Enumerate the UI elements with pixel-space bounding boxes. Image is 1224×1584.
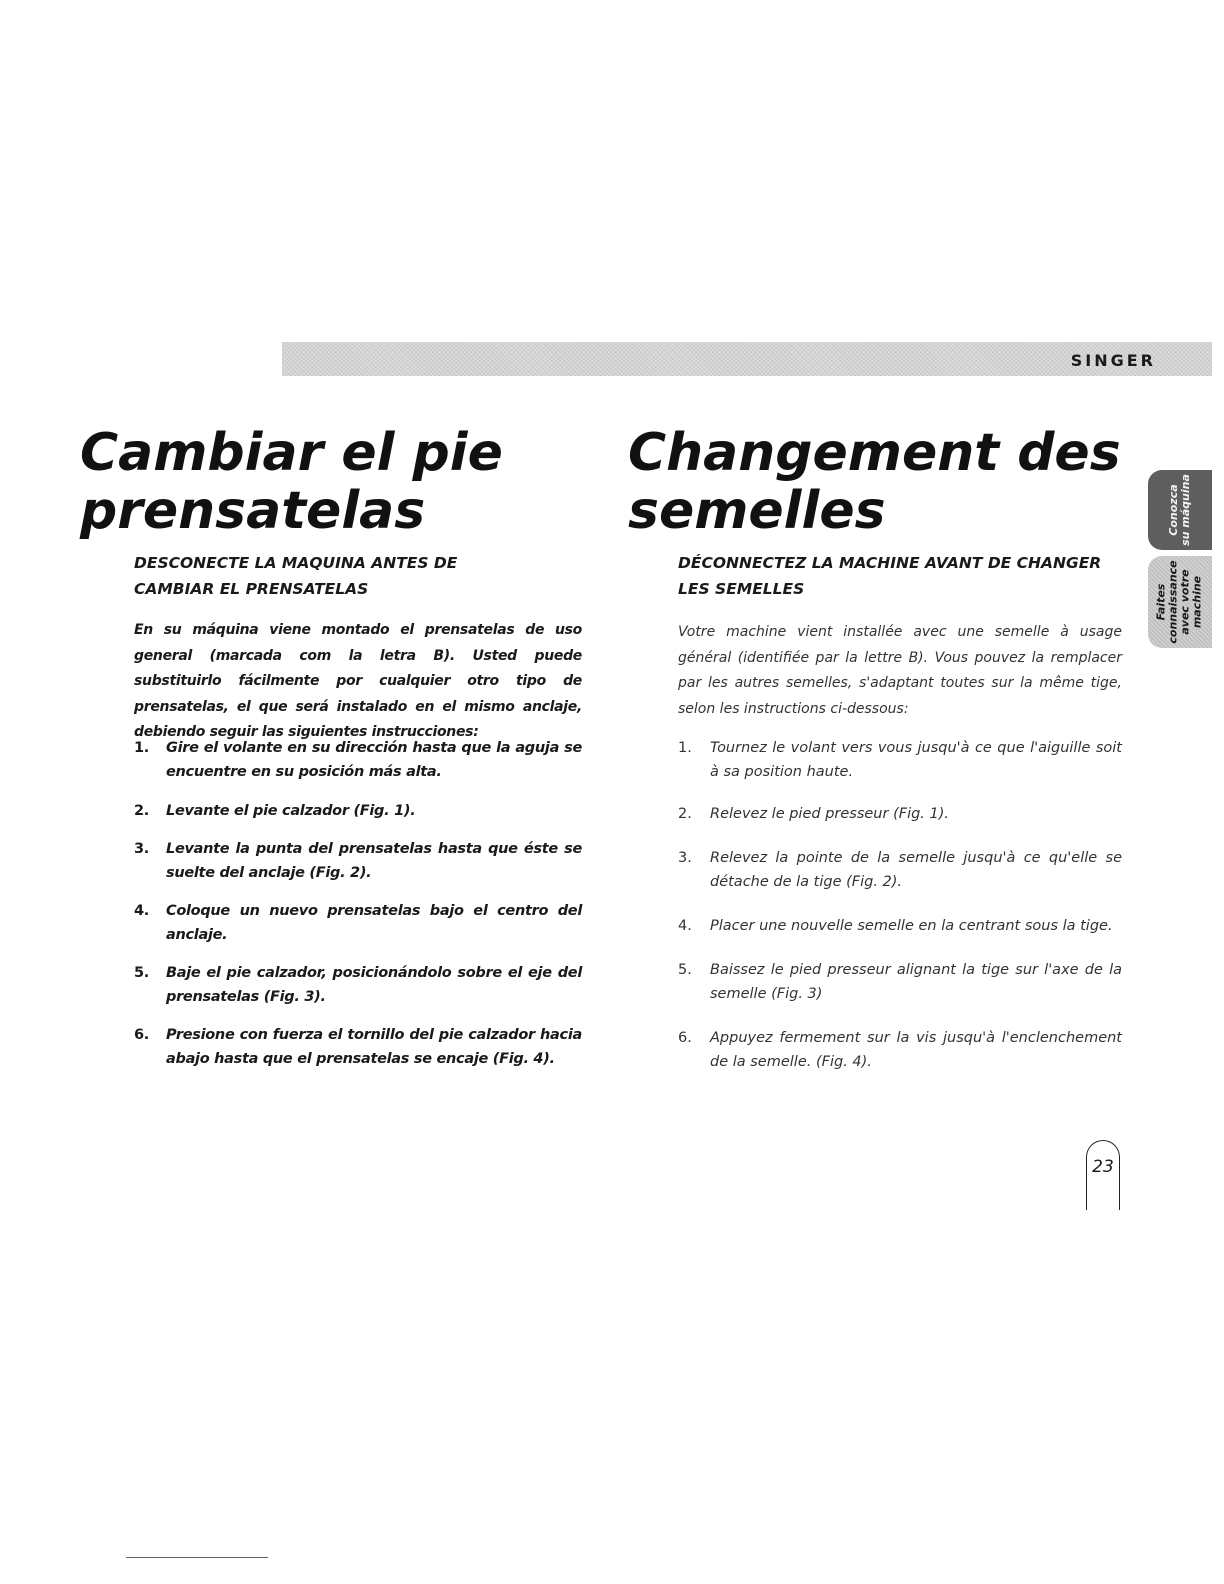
step-number: 2. bbox=[134, 803, 149, 819]
step-number: 1. bbox=[678, 740, 692, 756]
side-tab-french-label bbox=[1156, 560, 1204, 643]
side-tab-spanish-label bbox=[1168, 474, 1192, 546]
spanish-steps bbox=[134, 736, 582, 1071]
step-number: 1. bbox=[134, 740, 149, 756]
french-warning-line-1: DÉCONNECTEZ LA MACHINE AVANT DE CHANGER bbox=[678, 554, 1102, 572]
page-number: 23 bbox=[1086, 1140, 1120, 1210]
spanish-intro: En su máquina viene montado el prensatelas de uso general (marcada com la letra B). Usted puede substituirlo fácilmente por cualquier otro tipo de prensatelas, el que será instalado en el mismo anclaje, debiendo seguir las siguientes instrucciones: bbox=[134, 622, 582, 740]
step-text: Relevez le pied presseur (Fig. 1). bbox=[710, 806, 950, 822]
spanish-title-line-2: prensatelas bbox=[80, 481, 426, 541]
list-item bbox=[678, 736, 1122, 784]
french-steps bbox=[678, 736, 1122, 1074]
list-item bbox=[678, 846, 1122, 894]
list-item bbox=[134, 1023, 582, 1071]
list-item bbox=[134, 736, 582, 784]
french-title-line-2: semelles bbox=[628, 481, 886, 541]
side-tab-line: avec votre bbox=[1179, 569, 1193, 635]
step-text: Placer une nouvelle semelle en la centrant sous la tige. bbox=[710, 918, 1113, 934]
side-tab-spanish bbox=[1148, 470, 1212, 550]
list-item bbox=[134, 961, 582, 1009]
step-text: Presione con fuerza el tornillo del pie calzador hacia abajo hasta que el prensatelas se encaje (Fig. 4). bbox=[166, 1027, 582, 1067]
list-item bbox=[134, 899, 582, 947]
list-item bbox=[678, 914, 1122, 938]
step-number: 4. bbox=[134, 903, 149, 919]
french-warning bbox=[678, 550, 1101, 602]
french-title bbox=[628, 424, 1121, 540]
list-item bbox=[678, 802, 1122, 826]
step-text: Coloque un nuevo prensatelas bajo el centro del anclaje. bbox=[166, 903, 582, 943]
spanish-warning bbox=[134, 550, 457, 602]
step-number: 5. bbox=[134, 965, 149, 981]
footer-rule bbox=[126, 1557, 268, 1558]
side-tab-line: Conozca bbox=[1167, 484, 1181, 536]
step-number: 4. bbox=[678, 918, 692, 934]
step-text: Levante el pie calzador (Fig. 1). bbox=[166, 803, 416, 819]
step-text: Gire el volante en su dirección hasta que la aguja se encuentre en su posición más alta. bbox=[166, 740, 582, 780]
spanish-title bbox=[80, 424, 503, 540]
step-number: 6. bbox=[134, 1027, 149, 1043]
header-band bbox=[282, 342, 1212, 376]
list-item bbox=[134, 799, 582, 823]
list-item bbox=[678, 958, 1122, 1006]
step-number: 3. bbox=[134, 841, 149, 857]
french-title-line-1: Changement des bbox=[628, 423, 1121, 483]
spanish-warning-line-1: DESCONECTE LA MAQUINA ANTES DE bbox=[134, 554, 458, 572]
step-text: Baissez le pied presseur alignant la tige sur l'axe de la semelle (Fig. 3) bbox=[710, 962, 1122, 1002]
french-warning-line-2: LES SEMELLES bbox=[678, 580, 805, 598]
step-text: Levante la punta del prensatelas hasta que éste se suelte del anclaje (Fig. 2). bbox=[166, 841, 582, 881]
step-text: Appuyez fermement sur la vis jusqu'à l'enclenchement de la semelle. (Fig. 4). bbox=[710, 1030, 1122, 1070]
step-number: 3. bbox=[678, 850, 692, 866]
spanish-title-line-1: Cambiar el pie bbox=[80, 423, 503, 483]
side-tab-french bbox=[1148, 556, 1212, 648]
french-intro: Votre machine vient installée avec une semelle à usage général (identifiée par la lettre B). Vous pouvez la remplacer par les autres semelles, s'adaptant toutes sur la même tige, selon les instructions ci-dessous: bbox=[678, 624, 1122, 717]
side-tab-line: su máquina bbox=[1179, 474, 1193, 546]
step-number: 6. bbox=[678, 1030, 692, 1046]
side-tab-line: machine bbox=[1191, 575, 1205, 629]
step-text: Relevez la pointe de la semelle jusqu'à ce qu'elle se détache de la tige (Fig. 2). bbox=[710, 850, 1122, 890]
step-number: 5. bbox=[678, 962, 692, 978]
brand-logo-text: SINGER bbox=[1070, 351, 1156, 370]
spanish-warning-line-2: CAMBIAR EL PRENSATELAS bbox=[134, 580, 369, 598]
step-text: Tournez le volant vers vous jusqu'à ce que l'aiguille soit à sa position haute. bbox=[710, 740, 1122, 780]
side-tab-line: Faites bbox=[1155, 583, 1169, 621]
step-text: Baje el pie calzador, posicionándolo sobre el eje del prensatelas (Fig. 3). bbox=[166, 965, 582, 1005]
step-number: 2. bbox=[678, 806, 692, 822]
list-item bbox=[678, 1026, 1122, 1074]
list-item bbox=[134, 837, 582, 885]
side-tab-line: connaissance bbox=[1167, 560, 1181, 644]
